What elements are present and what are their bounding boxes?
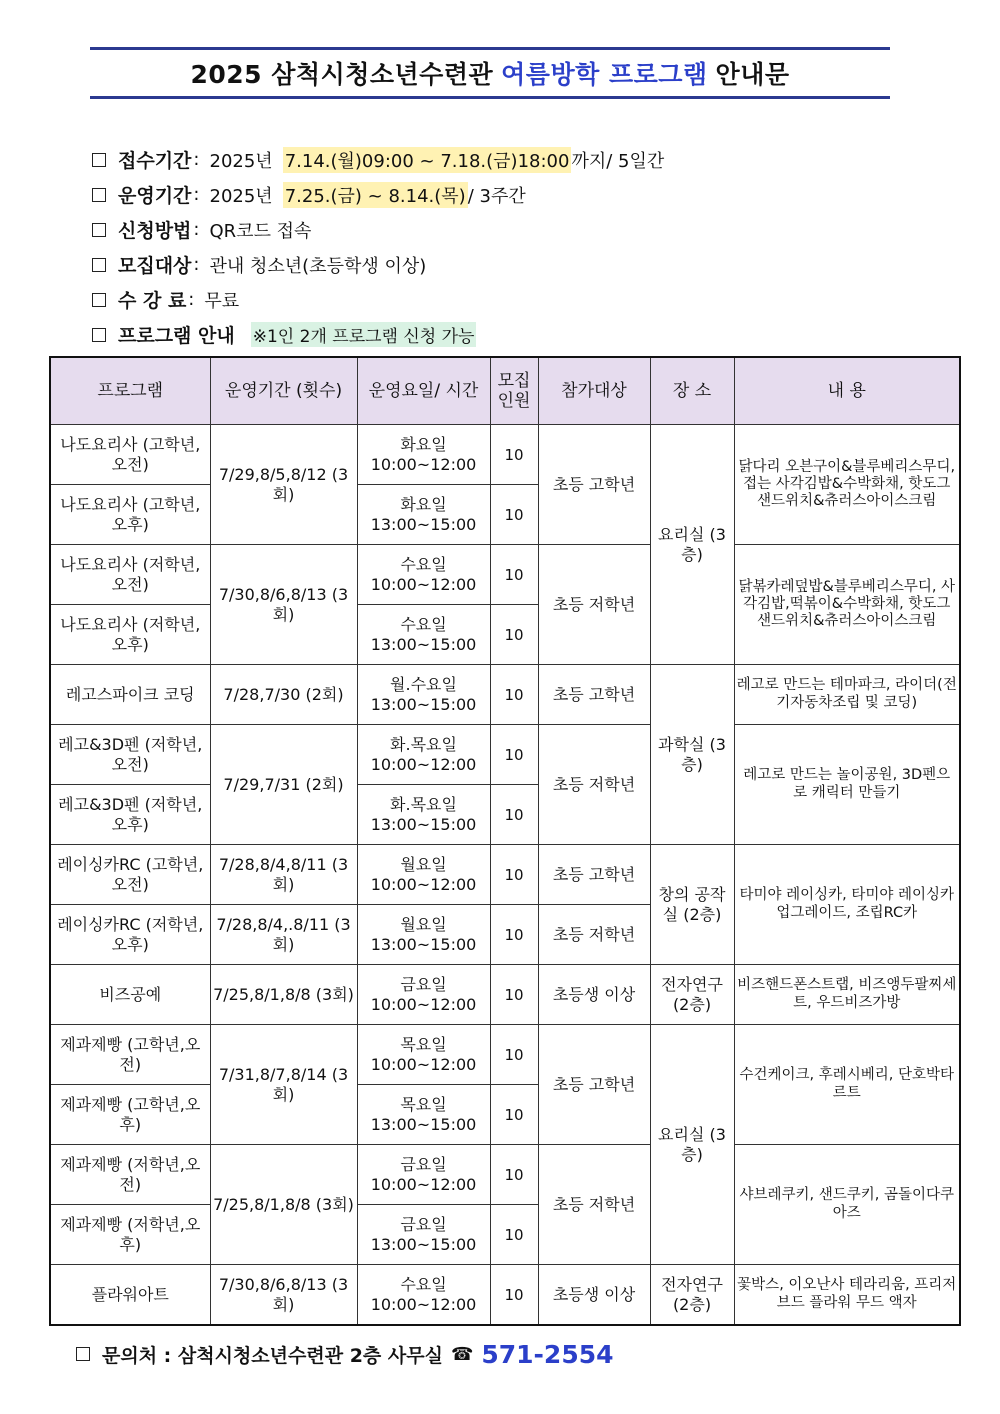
cell-period: 7/29,8/5,8/12 (3회)	[210, 425, 357, 545]
info-row-operation	[92, 177, 952, 212]
cell-target: 초등생 이상	[538, 1265, 650, 1326]
cell-content: 레고로 만드는 놀이공원, 3D펜으로 캐릭터 만들기	[734, 725, 960, 845]
checkbox-icon	[92, 258, 106, 272]
cell-place: 과학실 (3층)	[650, 665, 734, 845]
cell-place: 전자연구 (2층)	[650, 1265, 734, 1326]
cell-time: 금요일 10:00~12:00	[357, 965, 490, 1025]
cell-program: 레고&3D펜 (저학년,오전)	[50, 725, 210, 785]
cell-place: 요리실 (3층)	[650, 425, 734, 665]
info-row-target	[92, 247, 952, 282]
cell-target: 초등생 이상	[538, 965, 650, 1025]
cell-time: 월요일 13:00~15:00	[357, 905, 490, 965]
checkbox-icon	[92, 153, 106, 167]
checkbox-icon	[92, 188, 106, 202]
info-row-fee	[92, 282, 952, 317]
checkbox-icon	[76, 1347, 90, 1361]
info-separator: :	[193, 254, 200, 275]
cell-program: 나도요리사 (저학년,오전)	[50, 545, 210, 605]
cell-time: 월.수요일 13:00~15:00	[357, 665, 490, 725]
table-row	[50, 965, 960, 1025]
title-prefix: 2025 삼척시청소년수련관	[190, 60, 494, 89]
cell-program: 제과제빵 (고학년,오후)	[50, 1085, 210, 1145]
cell-count: 10	[490, 485, 538, 545]
table-row	[50, 1265, 960, 1326]
cell-program: 레이싱카RC (저학년,오후)	[50, 905, 210, 965]
cell-target: 초등 저학년	[538, 725, 650, 845]
cell-time: 화.목요일 10:00~12:00	[357, 725, 490, 785]
header-time: 운영요일/ 시간	[357, 357, 490, 425]
cell-content: 수건케이크, 후레시베리, 단호박타르트	[734, 1025, 960, 1145]
header-period: 운영기간 (횟수)	[210, 357, 357, 425]
cell-count: 10	[490, 785, 538, 845]
cell-count: 10	[490, 965, 538, 1025]
header-target: 참가대상	[538, 357, 650, 425]
cell-program: 나도요리사 (저학년,오후)	[50, 605, 210, 665]
cell-time: 수요일 10:00~12:00	[357, 1265, 490, 1326]
cell-count: 10	[490, 905, 538, 965]
cell-count: 10	[490, 545, 538, 605]
checkbox-icon	[92, 328, 106, 342]
title-accent: 여름방학 프로그램	[501, 60, 708, 89]
table-row	[50, 425, 960, 485]
cell-time: 수요일 10:00~12:00	[357, 545, 490, 605]
cell-program: 비즈공예	[50, 965, 210, 1025]
cell-count: 10	[490, 1145, 538, 1205]
table-header-row	[50, 357, 960, 425]
info-label: 접수기간	[118, 150, 192, 172]
cell-program: 나도요리사 (고학년,오전)	[50, 425, 210, 485]
cell-program: 제과제빵 (저학년,오후)	[50, 1205, 210, 1265]
cell-program: 제과제빵 (저학년,오전)	[50, 1145, 210, 1205]
program-table	[49, 356, 961, 1326]
cell-period: 7/28,8/4,.8/11 (3회)	[210, 905, 357, 965]
info-note: ※1인 2개 프로그램 신청 가능	[251, 322, 477, 347]
info-separator: :	[193, 219, 200, 240]
cell-content: 닭볶카레덮밥&블루베리스무디, 사각김밥,떡볶이&수박화채, 핫도그샌드위치&츄러스아이스크림	[734, 545, 960, 665]
cell-program: 레고스파이크 코딩	[50, 665, 210, 725]
info-label: 수 강 료	[118, 290, 187, 312]
cell-place: 창의 공작실 (2층)	[650, 845, 734, 965]
phone-icon: ☎	[450, 1343, 474, 1365]
cell-period: 7/31,8/7,8/14 (3회)	[210, 1025, 357, 1145]
cell-program: 나도요리사 (고학년,오후)	[50, 485, 210, 545]
cell-count: 10	[490, 1265, 538, 1326]
cell-target: 초등 고학년	[538, 845, 650, 905]
table-row	[50, 665, 960, 725]
header-content: 내 용	[734, 357, 960, 425]
info-row-registration	[92, 142, 952, 177]
cell-count: 10	[490, 425, 538, 485]
cell-content: 닭다리 오븐구이&블루베리스무디, 접는 사각김밥&수박화채, 핫도그샌드위치&츄러스아이스크림	[734, 425, 960, 545]
cell-target: 초등 고학년	[538, 1025, 650, 1145]
cell-target: 초등 저학년	[538, 905, 650, 965]
info-value: 관내 청소년(초등학생 이상)	[209, 255, 427, 277]
info-row-method	[92, 212, 952, 247]
header-place: 장 소	[650, 357, 734, 425]
info-value: 2025년	[209, 185, 273, 207]
info-value: 무료	[204, 290, 240, 312]
cell-content: 레고로 만드는 테마파크, 라이더(전기자동차조립 및 코딩)	[734, 665, 960, 725]
info-row-program-guide	[92, 317, 952, 352]
cell-count: 10	[490, 725, 538, 785]
cell-count: 10	[490, 1025, 538, 1085]
info-label: 운영기간	[118, 185, 192, 207]
cell-period: 7/28,7/30 (2회)	[210, 665, 357, 725]
cell-count: 10	[490, 605, 538, 665]
contact-footer	[76, 1337, 614, 1371]
cell-content: 타미야 레이싱카, 타미야 레이싱카 업그레이드, 조립RC카	[734, 845, 960, 965]
cell-period: 7/30,8/6,8/13 (3회)	[210, 1265, 357, 1326]
page-title	[90, 47, 890, 99]
info-highlight: 7.14.(월)09:00 ~ 7.18.(금)18:00	[283, 147, 572, 173]
cell-target: 초등 저학년	[538, 545, 650, 665]
cell-content: 비즈핸드폰스트랩, 비즈앵두팔찌세트, 우드비즈가방	[734, 965, 960, 1025]
header-count: 모집 인원	[490, 357, 538, 425]
info-separator: :	[193, 149, 200, 170]
title-suffix: 안내문	[715, 60, 790, 89]
cell-target: 초등 저학년	[538, 1145, 650, 1265]
cell-period: 7/30,8/6,8/13 (3회)	[210, 545, 357, 665]
cell-time: 목요일 10:00~12:00	[357, 1025, 490, 1085]
info-label: 프로그램 안내	[118, 325, 235, 347]
info-value: 2025년	[209, 150, 273, 172]
cell-program: 레이싱카RC (고학년,오전)	[50, 845, 210, 905]
table-row	[50, 1025, 960, 1085]
cell-time: 화요일 10:00~12:00	[357, 425, 490, 485]
cell-program: 제과제빵 (고학년,오전)	[50, 1025, 210, 1085]
cell-content: 샤브레쿠키, 샌드쿠키, 곰돌이다쿠아즈	[734, 1145, 960, 1265]
cell-time: 월요일 10:00~12:00	[357, 845, 490, 905]
info-label: 신청방법	[118, 220, 192, 242]
table-row	[50, 845, 960, 905]
info-label: 모집대상	[118, 255, 192, 277]
cell-place: 요리실 (3층)	[650, 1025, 734, 1265]
table-row	[50, 545, 960, 605]
cell-time: 목요일 13:00~15:00	[357, 1085, 490, 1145]
cell-period: 7/25,8/1,8/8 (3회)	[210, 965, 357, 1025]
cell-target: 초등 고학년	[538, 665, 650, 725]
cell-target: 초등 고학년	[538, 425, 650, 545]
table-row	[50, 1145, 960, 1205]
checkbox-icon	[92, 293, 106, 307]
table-row	[50, 725, 960, 785]
cell-place: 전자연구 (2층)	[650, 965, 734, 1025]
cell-count: 10	[490, 1205, 538, 1265]
cell-time: 화.목요일 13:00~15:00	[357, 785, 490, 845]
cell-period: 7/25,8/1,8/8 (3회)	[210, 1145, 357, 1265]
cell-time: 수요일 13:00~15:00	[357, 605, 490, 665]
info-value-post: / 3주간	[467, 185, 526, 207]
info-highlight: 7.25.(금) ~ 8.14.(목)	[283, 182, 468, 208]
cell-count: 10	[490, 845, 538, 905]
info-section	[92, 142, 952, 352]
cell-time: 금요일 13:00~15:00	[357, 1205, 490, 1265]
cell-period: 7/28,8/4,8/11 (3회)	[210, 845, 357, 905]
info-value-post: 까지/ 5일간	[571, 150, 665, 172]
contact-label: 문의처 : 삼척시청소년수련관 2층 사무실	[102, 1344, 443, 1367]
info-separator: :	[188, 289, 195, 310]
header-program: 프로그램	[50, 357, 210, 425]
cell-period: 7/29,7/31 (2회)	[210, 725, 357, 845]
cell-time: 화요일 13:00~15:00	[357, 485, 490, 545]
checkbox-icon	[92, 223, 106, 237]
cell-count: 10	[490, 1085, 538, 1145]
info-separator: :	[193, 184, 200, 205]
cell-count: 10	[490, 665, 538, 725]
cell-time: 금요일 10:00~12:00	[357, 1145, 490, 1205]
info-value: QR코드 접속	[209, 220, 312, 242]
contact-phone[interactable]: 571-2554	[481, 1339, 614, 1369]
cell-program: 플라워아트	[50, 1265, 210, 1326]
cell-program: 레고&3D펜 (저학년,오후)	[50, 785, 210, 845]
cell-content: 꽃박스, 이오난사 테라리움, 프리저브드 플라워 무드 액자	[734, 1265, 960, 1326]
